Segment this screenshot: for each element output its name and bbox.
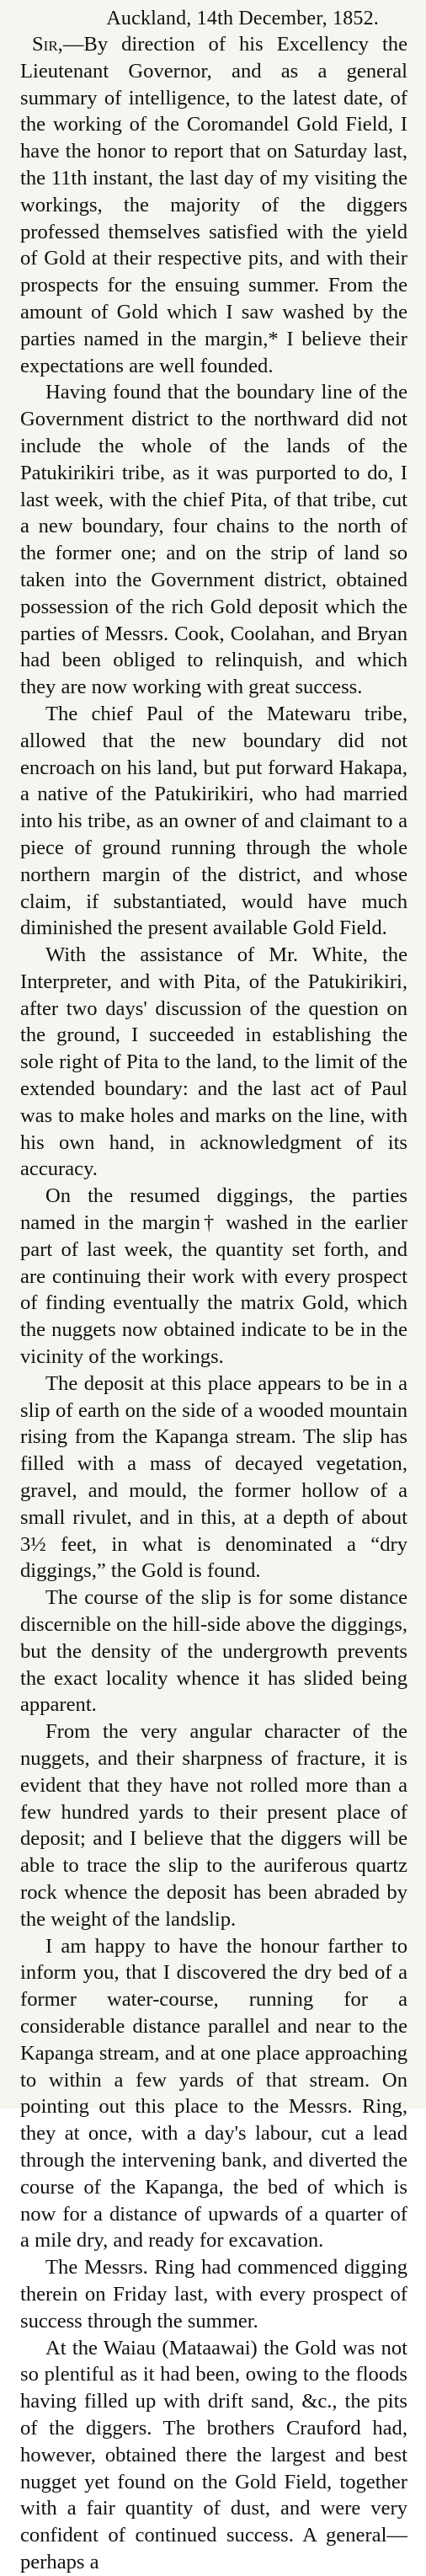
paragraph: The chief Paul of the Matewaru tribe, allowed that the new boundary did not encroach on his land, but put forward Hakapa, a native of the Patukirikiri, who had married into his tribe, as an owner of and claimant to a piece of ground running through the whole northern margin of the district, and whose claim, if substantiated, would have much diminished the present available Gold Field. bbox=[20, 702, 407, 940]
paragraph: With the assistance of Mr. White, the Interpreter, and with Pita, of the Patukirikiri, after two days' discussion of the question on the ground, I succeeded in establishing the sole right of Pita to the land, to the limit of the extended boundary: and the last act of Paul was to make holes and marks on the line, with his own hand, in acknowledgment of its accuracy. bbox=[20, 943, 407, 1181]
letter-dateline: Auckland, 14th December, 1852. bbox=[106, 8, 379, 29]
paragraph-text: —By direction of his Excellency the Lieutenant Governor, and as a general summary of intelligence, to the latest date, of the working of the Coromandel Gold Field, I have the honor to report that on Saturday last, the 11th instant, the last day of my visiting the workings, the majority of the diggers professed themselves satisfied with the yield of Gold at their respective pits, and with their prospects for the ensuing summer. From the amount of Gold which I saw washed by the parties named in the margin,* I believe their expectations are well founded. bbox=[20, 33, 407, 377]
paragraph: The deposit at this place appears to be in a slip of earth on the side of a wooded mountain rising from the Kapanga stream. The slip has filled with a mass of decayed vegetation, gravel, and mould, the former hollow of a small rivulet, and in this, at a depth of about 3½ feet, in what is denominated a “dry diggings,” the Gold is found. bbox=[20, 1371, 407, 1583]
paragraph: At the Waiau (Mataawai) the Gold was not so plentiful as it had been, owing to the floods having filled up with drift sand, &c., the pits of the diggers. The brothers Crauford had, however, obtained there the largest and best nugget yet found on the Gold Field, together with a fair quantity of dust, and were very confident of continued success. A general—perhaps a bbox=[20, 2336, 407, 2573]
paragraph: I am happy to have the honour farther to inform you, that I discovered the dry bed of a former water-course, running for a considerable distance parallel and near to the Kapanga stream, and at one place approaching to within a few yards of that stream. On pointing out this place to the Messrs. Ring, they at once, with a day's labour, cut a lead through the intervening bank, and diverted the course of the Kapanga, the bed of which is now for a distance of upwards of a quarter of a mile dry, and ready for excavation. bbox=[20, 1934, 407, 2253]
paragraph-opening bbox=[20, 31, 407, 379]
paragraph: On the resumed diggings, the parties named in the margin† washed in the earlier part of last week, the quantity set forth, and are continuing their work with every prospect of finding eventually the matrix Gold, which the nuggets now obtained indicate to be in the vicinity of the workings. bbox=[20, 1184, 407, 1369]
salutation: Sir, bbox=[32, 33, 63, 56]
paragraph: Having found that the boundary line of the Government district to the northward did not include the whole of the lands of the Patukirikiri tribe, as it was purported to do, I last week, with the chief Pita, of that tribe, cut a new boundary, four chains to the north of the former one; and on the strip of land so taken into the Government district, obtained possession of the rich Gold deposit which the parties of Messrs. Cook, Coolahan, and Bryan had been obliged to relinquish, and which they are now working with great success. bbox=[20, 381, 407, 699]
paragraph: The Messrs. Ring had commenced digging therein on Friday last, with every prospect of success through the summer. bbox=[20, 2256, 407, 2333]
paragraph: The course of the slip is for some distance discernible on the hill-side above the diggings, but the density of the undergrowth prevents the exact locality whence it has slided being apparent. bbox=[20, 1586, 407, 1717]
paragraph: From the very angular character of the nuggets, and their sharpness of fracture, it is evident that they have not rolled more than a few hundred yards to their present place of deposit; and I believe that the diggers will be able to trace the slip to the auriferous quartz rock whence the deposit has been abraded by the weight of the landslip. bbox=[20, 1720, 407, 1931]
